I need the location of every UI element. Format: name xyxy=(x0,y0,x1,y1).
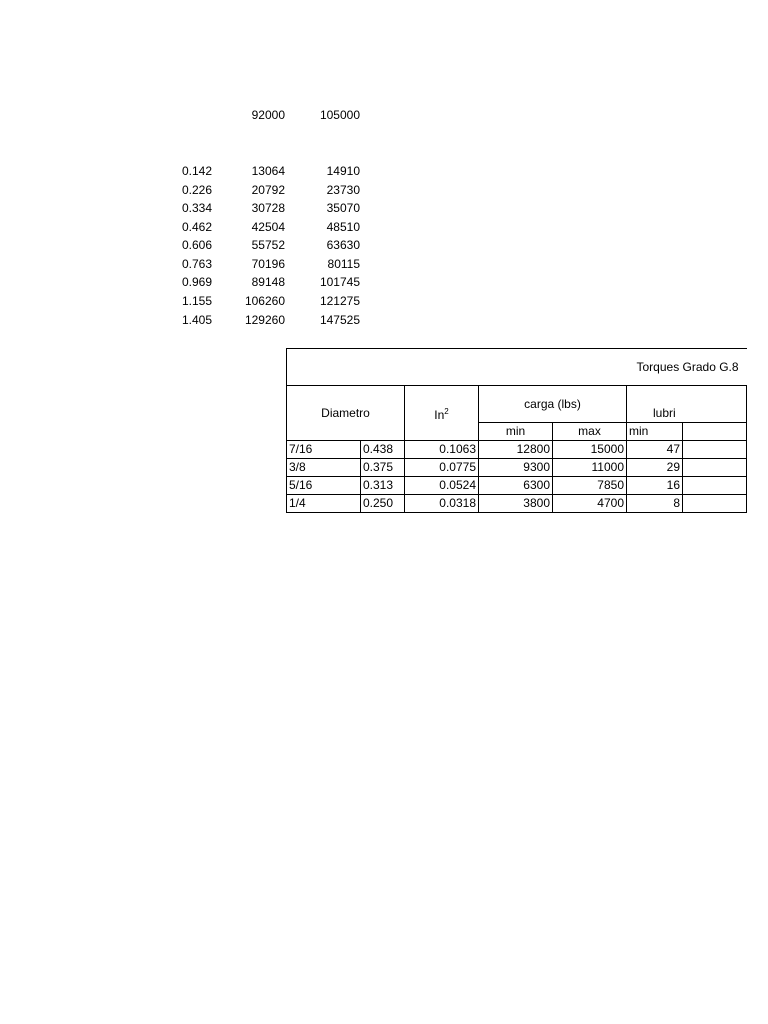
top-values-block xyxy=(0,0,768,340)
fraction-cell: 7/16 xyxy=(287,441,361,459)
lubri-header-text: lubri xyxy=(653,406,676,420)
load-92000-value: 129260 xyxy=(244,313,285,327)
min-load-cell: 12800 xyxy=(479,441,553,459)
area-value: 1.155 xyxy=(181,294,212,308)
top-row xyxy=(0,199,768,217)
load-92000-value: 55752 xyxy=(251,238,285,252)
load-105000-value: 23730 xyxy=(326,183,360,197)
torque-table xyxy=(286,348,747,513)
title-row xyxy=(287,349,747,386)
area-value: 0.142 xyxy=(181,164,212,178)
load-92000-value: 20792 xyxy=(251,183,285,197)
load-92000-value: 30728 xyxy=(251,201,285,215)
fraction-cell: 1/4 xyxy=(287,495,361,513)
table-title-text: Torques Grado G.8 xyxy=(636,359,739,374)
in2-header-text: In xyxy=(434,407,445,422)
top-row xyxy=(0,255,768,273)
area-value: 1.405 xyxy=(181,313,212,327)
lubri-max-cell xyxy=(683,459,747,477)
load-92000-value: 13064 xyxy=(251,164,285,178)
load-92000-value: 89148 xyxy=(251,275,285,289)
table-row xyxy=(287,477,747,495)
max-load-cell: 7850 xyxy=(553,477,627,495)
header-value-105000: 105000 xyxy=(319,108,360,122)
table-row xyxy=(287,441,747,459)
load-105000-value: 35070 xyxy=(326,201,360,215)
torque-table-container xyxy=(286,348,739,518)
lubri-max-cell xyxy=(683,477,747,495)
decimal-cell: 0.438 xyxy=(361,441,405,459)
fraction-cell: 5/16 xyxy=(287,477,361,495)
lubri-min-cell: 29 xyxy=(627,459,683,477)
top-row xyxy=(0,292,768,310)
carga-header: carga (lbs) xyxy=(479,386,627,423)
decimal-cell: 0.250 xyxy=(361,495,405,513)
lubri-min-cell: 16 xyxy=(627,477,683,495)
load-92000-value: 70196 xyxy=(251,257,285,271)
top-row xyxy=(0,273,768,291)
load-105000-value: 121275 xyxy=(319,294,360,308)
fraction-cell: 3/8 xyxy=(287,459,361,477)
table-row xyxy=(287,459,747,477)
lubri-min-cell: 8 xyxy=(627,495,683,513)
load-105000-value: 63630 xyxy=(326,238,360,252)
max-load-cell: 4700 xyxy=(553,495,627,513)
max-load-cell: 15000 xyxy=(553,441,627,459)
min-load-cell: 6300 xyxy=(479,477,553,495)
load-105000-value: 80115 xyxy=(327,257,360,271)
diametro-header: Diametro xyxy=(287,386,405,441)
header-value-92000: 92000 xyxy=(251,108,285,122)
lubri-max-cell xyxy=(683,441,747,459)
load-105000-value: 101745 xyxy=(319,275,360,289)
top-row xyxy=(0,236,768,254)
table-title xyxy=(287,349,747,386)
area-value: 0.334 xyxy=(181,201,212,215)
top-row xyxy=(0,311,768,329)
area-value: 0.462 xyxy=(181,220,212,234)
min-load-cell: 3800 xyxy=(479,495,553,513)
decimal-cell: 0.375 xyxy=(361,459,405,477)
load-92000-value: 106260 xyxy=(244,294,285,308)
area-cell: 0.1063 xyxy=(405,441,479,459)
in2-superscript: 2 xyxy=(444,406,449,416)
top-row xyxy=(0,162,768,180)
top-row xyxy=(0,181,768,199)
min-header: min xyxy=(479,423,553,441)
lubri-min-cell: 47 xyxy=(627,441,683,459)
decimal-cell: 0.313 xyxy=(361,477,405,495)
area-value: 0.606 xyxy=(181,238,212,252)
lubri-min-header: min xyxy=(627,423,683,441)
area-cell: 0.0318 xyxy=(405,495,479,513)
table-row xyxy=(287,495,747,513)
top-row xyxy=(0,218,768,236)
header-row-1 xyxy=(287,386,747,423)
max-header: max xyxy=(553,423,627,441)
area-value: 0.969 xyxy=(181,275,212,289)
load-92000-value: 42504 xyxy=(251,220,285,234)
min-load-cell: 9300 xyxy=(479,459,553,477)
load-105000-value: 48510 xyxy=(326,220,360,234)
top-header-row xyxy=(0,106,768,124)
lubri-max-cell xyxy=(683,495,747,513)
lubri-header xyxy=(627,386,747,423)
area-cell: 0.0775 xyxy=(405,459,479,477)
load-105000-value: 14910 xyxy=(326,164,360,178)
area-value: 0.763 xyxy=(181,257,212,271)
lubri-max-header xyxy=(683,423,747,441)
load-105000-value: 147525 xyxy=(319,313,360,327)
area-cell: 0.0524 xyxy=(405,477,479,495)
area-value: 0.226 xyxy=(181,183,212,197)
max-load-cell: 11000 xyxy=(553,459,627,477)
in2-header xyxy=(405,386,479,441)
